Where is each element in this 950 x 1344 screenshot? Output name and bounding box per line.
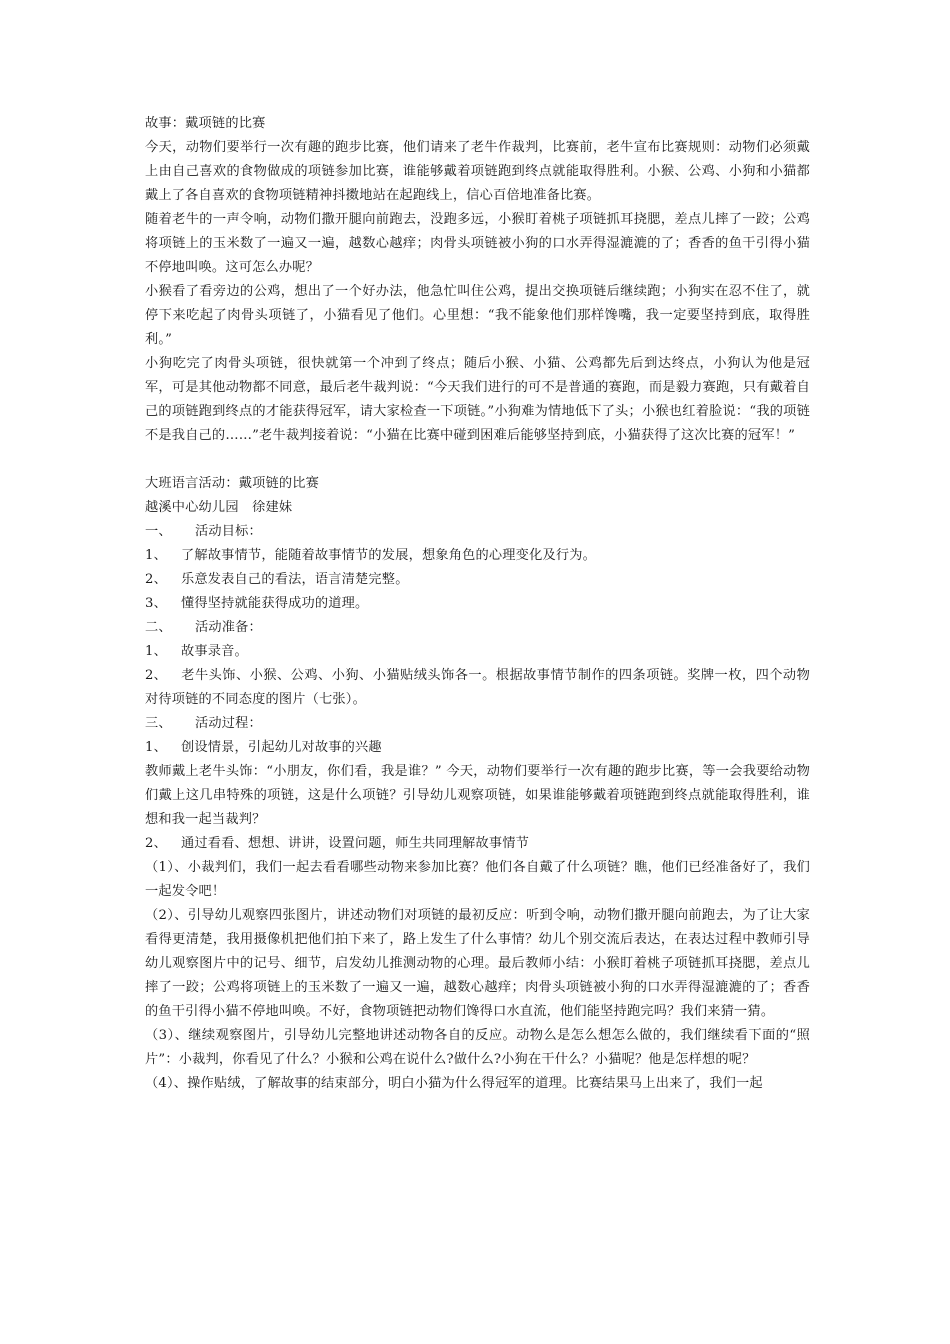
section-number: 三、 — [145, 716, 172, 731]
item-text: 老牛头饰、小猴、公鸡、小狗、小猫贴绒头饰各一。根据故事情节制作的四条项链。奖牌一枚，四个动物对待项链的不同态度的图片（七张）。 — [145, 668, 810, 707]
section-heading-goals — [145, 520, 810, 544]
prep-item — [145, 664, 810, 712]
prep-item — [145, 640, 810, 664]
story-paragraph: 随着老牛的一声令响，动物们撒开腿向前跑去，没跑多远，小猴盯着桃子项链抓耳挠腮，差点儿摔了一跤；公鸡将项链上的玉米数了一遍又一遍，越数心越痒；肉骨头项链被小狗的口水弄得湿漉漉的了；香香的鱼干引得小猫不停地叫唤。这可怎么办呢？ — [145, 212, 810, 275]
story-paragraph: 小猴看了看旁边的公鸡，想出了一个好办法，他急忙叫住公鸡，提出交换项链后继续跑；小狗实在忍不住了，就停下来吃起了肉骨头项链了，小猫看见了他们。心里想：“我不能象他们那样馋嘴，我一定要坚持到底，取得胜利。” — [145, 284, 810, 347]
section-label: 活动目标： — [195, 524, 262, 539]
process-step — [145, 736, 810, 760]
item-number: 1、 — [145, 740, 167, 755]
section-label: 活动准备： — [195, 620, 262, 635]
item-number: 2、 — [145, 836, 167, 851]
process-step — [145, 832, 810, 856]
document-page — [145, 112, 810, 1096]
item-number: 1、 — [145, 644, 167, 659]
item-text: 通过看看、想想、讲讲，设置问题，师生共同理解故事情节 — [181, 836, 530, 851]
story-title: 故事：戴项链的比赛 — [145, 116, 266, 131]
item-text: 了解故事情节，能随着故事情节的发展，想象角色的心理变化及行为。 — [181, 548, 597, 563]
goal-item — [145, 544, 810, 568]
process-sub-paragraph: （3）、继续观察图片，引导幼儿完整地讲述动物各自的反应。动物么是怎么想怎么做的，我们继续看下面的“照片”：小裁判，你看见了什么？小猴和公鸡在说什么?做什么?小狗在干什么？小猫呢？他是怎样想的呢？ — [145, 1028, 810, 1067]
item-text: 故事录音。 — [181, 644, 248, 659]
item-number: 2、 — [145, 668, 167, 683]
item-number: 2、 — [145, 572, 167, 587]
item-text: 创设情景，引起幼儿对故事的兴趣 — [181, 740, 382, 755]
process-sub-paragraph: （1）、小裁判们，我们一起去看看哪些动物来参加比赛？他们各自戴了什么项链？瞧，他们已经准备好了，我们一起发令吧！ — [145, 860, 810, 899]
plan-title: 大班语言活动：戴项链的比赛 — [145, 476, 320, 491]
item-number: 1、 — [145, 548, 167, 563]
item-number: 3、 — [145, 596, 167, 611]
plan-author: 越溪中心幼儿园 徐建妹 — [145, 500, 293, 515]
spacer — [145, 448, 810, 472]
section-label: 活动过程： — [195, 716, 262, 731]
story-paragraph: 今天，动物们要举行一次有趣的跑步比赛，他们请来了老牛作裁判，比赛前，老牛宣布比赛规则：动物们必须戴上由自己喜欢的食物做成的项链参加比赛，谁能够戴着项链跑到终点就能取得胜利。小猴、公鸡、小狗和小猫都戴上了各自喜欢的食物项链精神抖擞地站在起跑线上，信心百倍地准备比赛。 — [145, 140, 810, 203]
process-paragraph: 教师戴上老牛头饰：“小朋友，你们看，我是谁？” 今天，动物们要举行一次有趣的跑步比赛，等一会我要给动物们戴上这几串特殊的项链，这是什么项链？引导幼儿观察项链，如果谁能够戴着项链跑到终点就能取得胜利，谁想和我一起当裁判？ — [145, 764, 810, 827]
section-heading-process — [145, 712, 810, 736]
section-heading-prep — [145, 616, 810, 640]
process-sub-paragraph: （2）、引导幼儿观察四张图片，讲述动物们对项链的最初反应：听到令响，动物们撒开腿向前跑去，为了让大家看得更清楚，我用摄像机把他们拍下来了，路上发生了什么事情？幼儿个别交流后表达，在表达过程中教师引导幼儿观察图片中的记号、细节，启发幼儿推测动物的心理。最后教师小结：小猴盯着桃子项链抓耳挠腮，差点儿摔了一跤；公鸡将项链上的玉米数了一遍又一遍，越数心越痒；肉骨头项链被小狗的口水弄得湿漉漉的了；香香的鱼干引得小猫不停地叫唤。不好，食物项链把动物们馋得口水直流，他们能坚持跑完吗？我们来猜一猜。 — [145, 908, 810, 1019]
process-sub-paragraph: （4）、操作贴绒，了解故事的结束部分，明白小猫为什么得冠军的道理。比赛结果马上出来了，我们一起 — [145, 1076, 763, 1091]
goal-item — [145, 568, 810, 592]
item-text: 懂得坚持就能获得成功的道理。 — [181, 596, 369, 611]
section-number: 一、 — [145, 524, 172, 539]
story-paragraph: 小狗吃完了肉骨头项链，很快就第一个冲到了终点；随后小猴、小猫、公鸡都先后到达终点，小狗认为他是冠军，可是其他动物都不同意，最后老牛裁判说：“今天我们进行的可不是普通的赛跑，而是毅力赛跑，只有戴着自己的项链跑到终点的才能获得冠军，请大家检查一下项链。”小狗难为情地低下了头；小猴也红着脸说：“我的项链不是我自己的……”老牛裁判接着说：“小猫在比赛中碰到困难后能够坚持到底，小猫获得了这次比赛的冠军！” — [145, 356, 810, 443]
goal-item — [145, 592, 810, 616]
section-number: 二、 — [145, 620, 172, 635]
item-text: 乐意发表自己的看法，语言清楚完整。 — [181, 572, 409, 587]
